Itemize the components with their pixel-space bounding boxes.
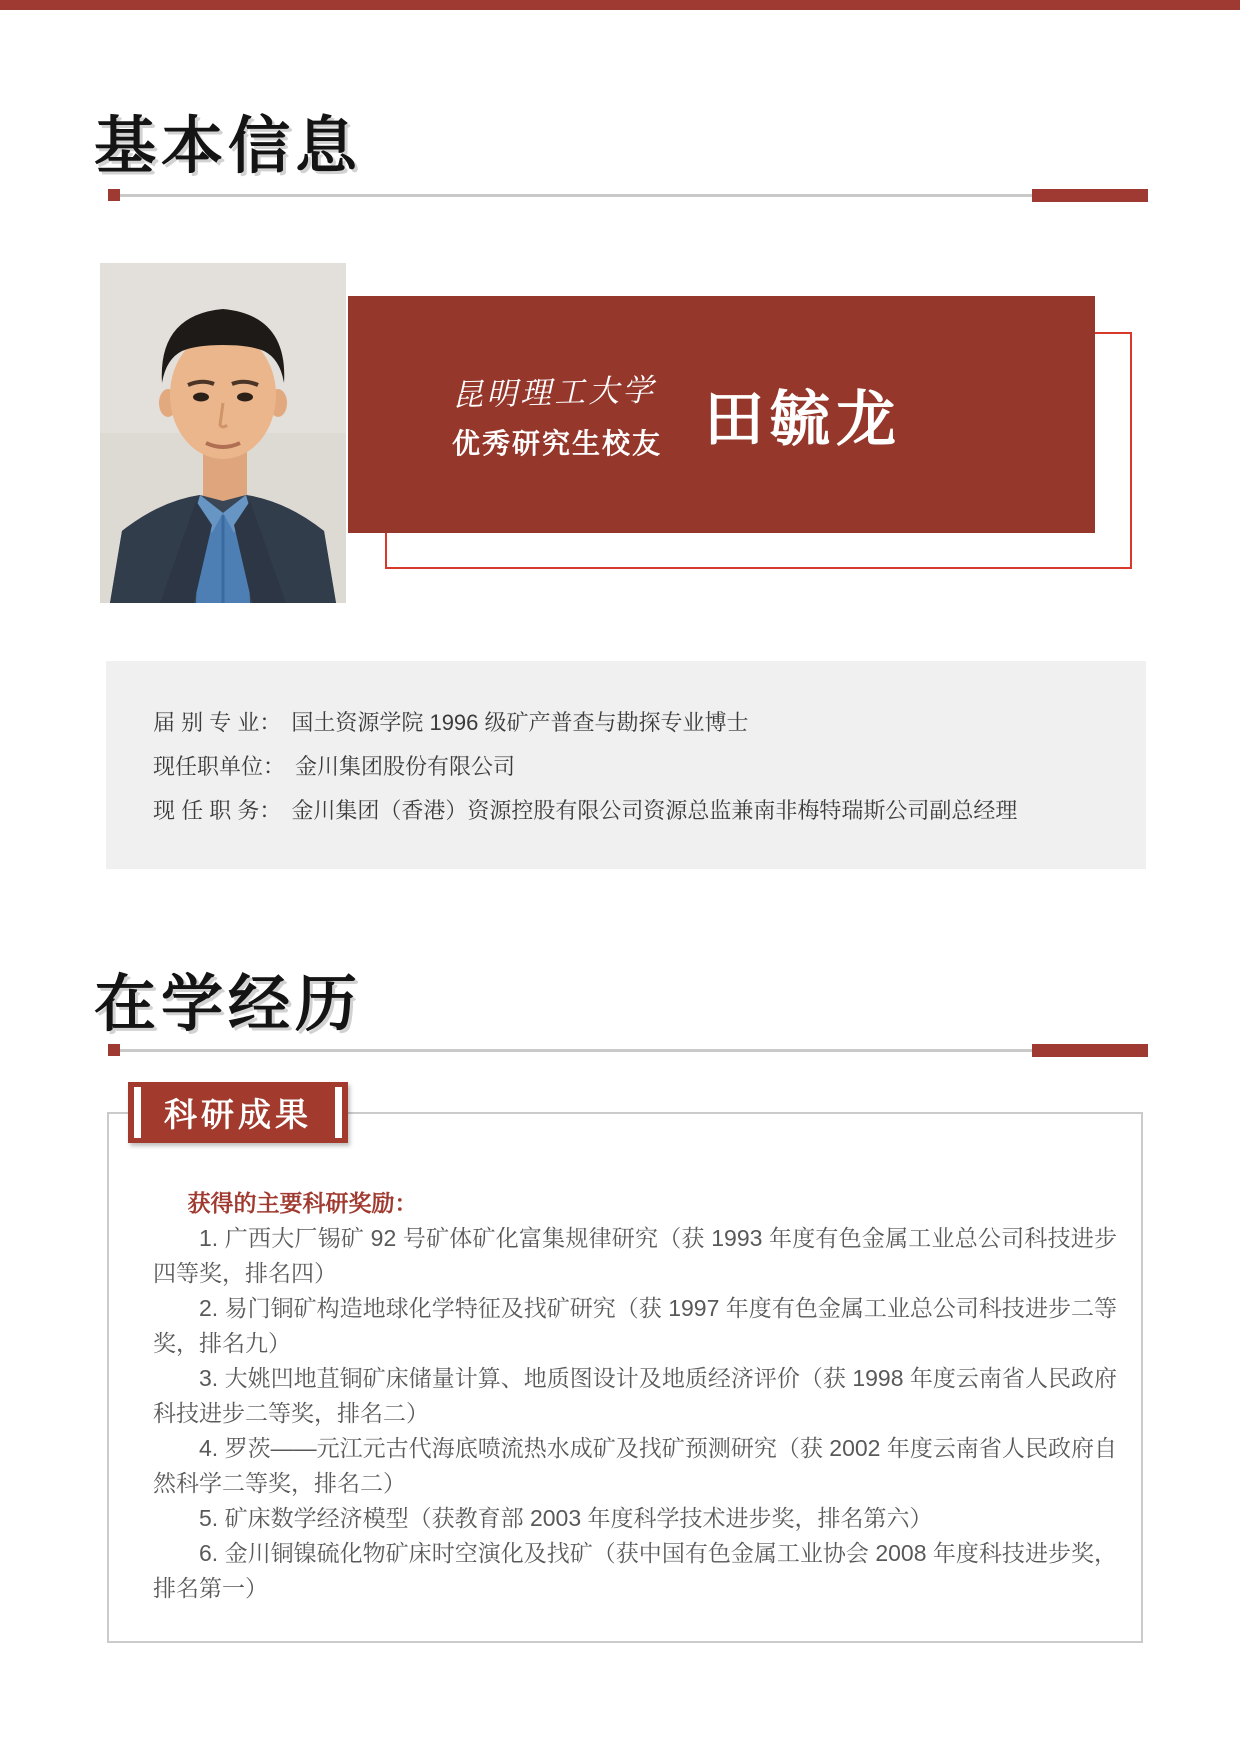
divider-right-bar [1032,189,1148,202]
tab-right-stripe [335,1087,342,1138]
award-item: 1. 广西大厂锡矿 92 号矿体矿化富集规律研究（获 1993 年度有色金属工业总公司科技进步四等奖，排名四） [153,1225,1117,1286]
award-item: 2. 易门铜矿构造地球化学特征及找矿研究（获 1997 年度有色金属工业总公司科技进步二等奖，排名九） [153,1295,1117,1356]
detail-value: 金川集团股份有限公司 [295,754,516,779]
award-item: 4. 罗茨——元江元古代海底喷流热水成矿及找矿预测研究（获 2002 年度云南省人民政府自然科学二等奖，排名二） [153,1435,1117,1496]
divider-right-bar [1032,1044,1148,1057]
research-awards-box [107,1112,1143,1643]
banner-university-block [452,367,662,462]
alumnus-name: 田毓龙 [704,386,903,453]
research-achievements-tab [128,1082,348,1143]
detail-row-employer [153,745,1106,789]
profile-details-box [106,661,1146,869]
section-title-basic-info: 基本信息 [94,112,363,181]
detail-row-position [153,789,1106,833]
award-item: 6. 金川铜镍硫化物矿床时空演化及找矿（获中国有色金属工业协会 2008 年度科技进步奖，排名第一） [153,1540,1117,1601]
divider-left-cap [108,1044,120,1056]
tab-label: 科研成果 [164,1096,312,1133]
name-banner [348,296,1095,533]
detail-label: 现 任 职 务： [153,798,282,823]
detail-label: 现任职单位： [153,754,286,779]
section-divider [108,188,1148,202]
award-item: 5. 矿床数学经济模型（获教育部 2003 年度科学技术进步奖，排名第六） [199,1505,933,1531]
portrait-image [100,263,346,603]
divider-line [120,194,1032,197]
award-item: 3. 大姚凹地苴铜矿床储量计算、地质图设计及地质经济评价（获 1998 年度云南省人民政府科技进步二等奖，排名二） [153,1365,1117,1426]
alumni-subtitle: 优秀研究生校友 [452,428,663,459]
detail-value: 金川集团（香港）资源控股有限公司资源总监兼南非梅特瑞斯公司副总经理 [291,798,1018,823]
detail-label: 届 别 专 业： [153,710,282,735]
university-calligraphy: 昆明理工大学 [451,372,657,414]
awards-heading: 获得的主要科研奖励： [187,1190,418,1216]
detail-value: 国土资源学院 1996 级矿产普查与勘探专业博士 [291,710,749,735]
section-title-study-experience: 在学经历 [94,970,363,1039]
tab-left-stripe [134,1087,141,1138]
detail-row-major [153,701,1106,745]
section-divider [108,1043,1148,1057]
alumnus-photo [100,263,346,603]
divider-left-cap [108,189,120,201]
divider-line [120,1049,1032,1052]
top-red-bar [0,0,1240,10]
